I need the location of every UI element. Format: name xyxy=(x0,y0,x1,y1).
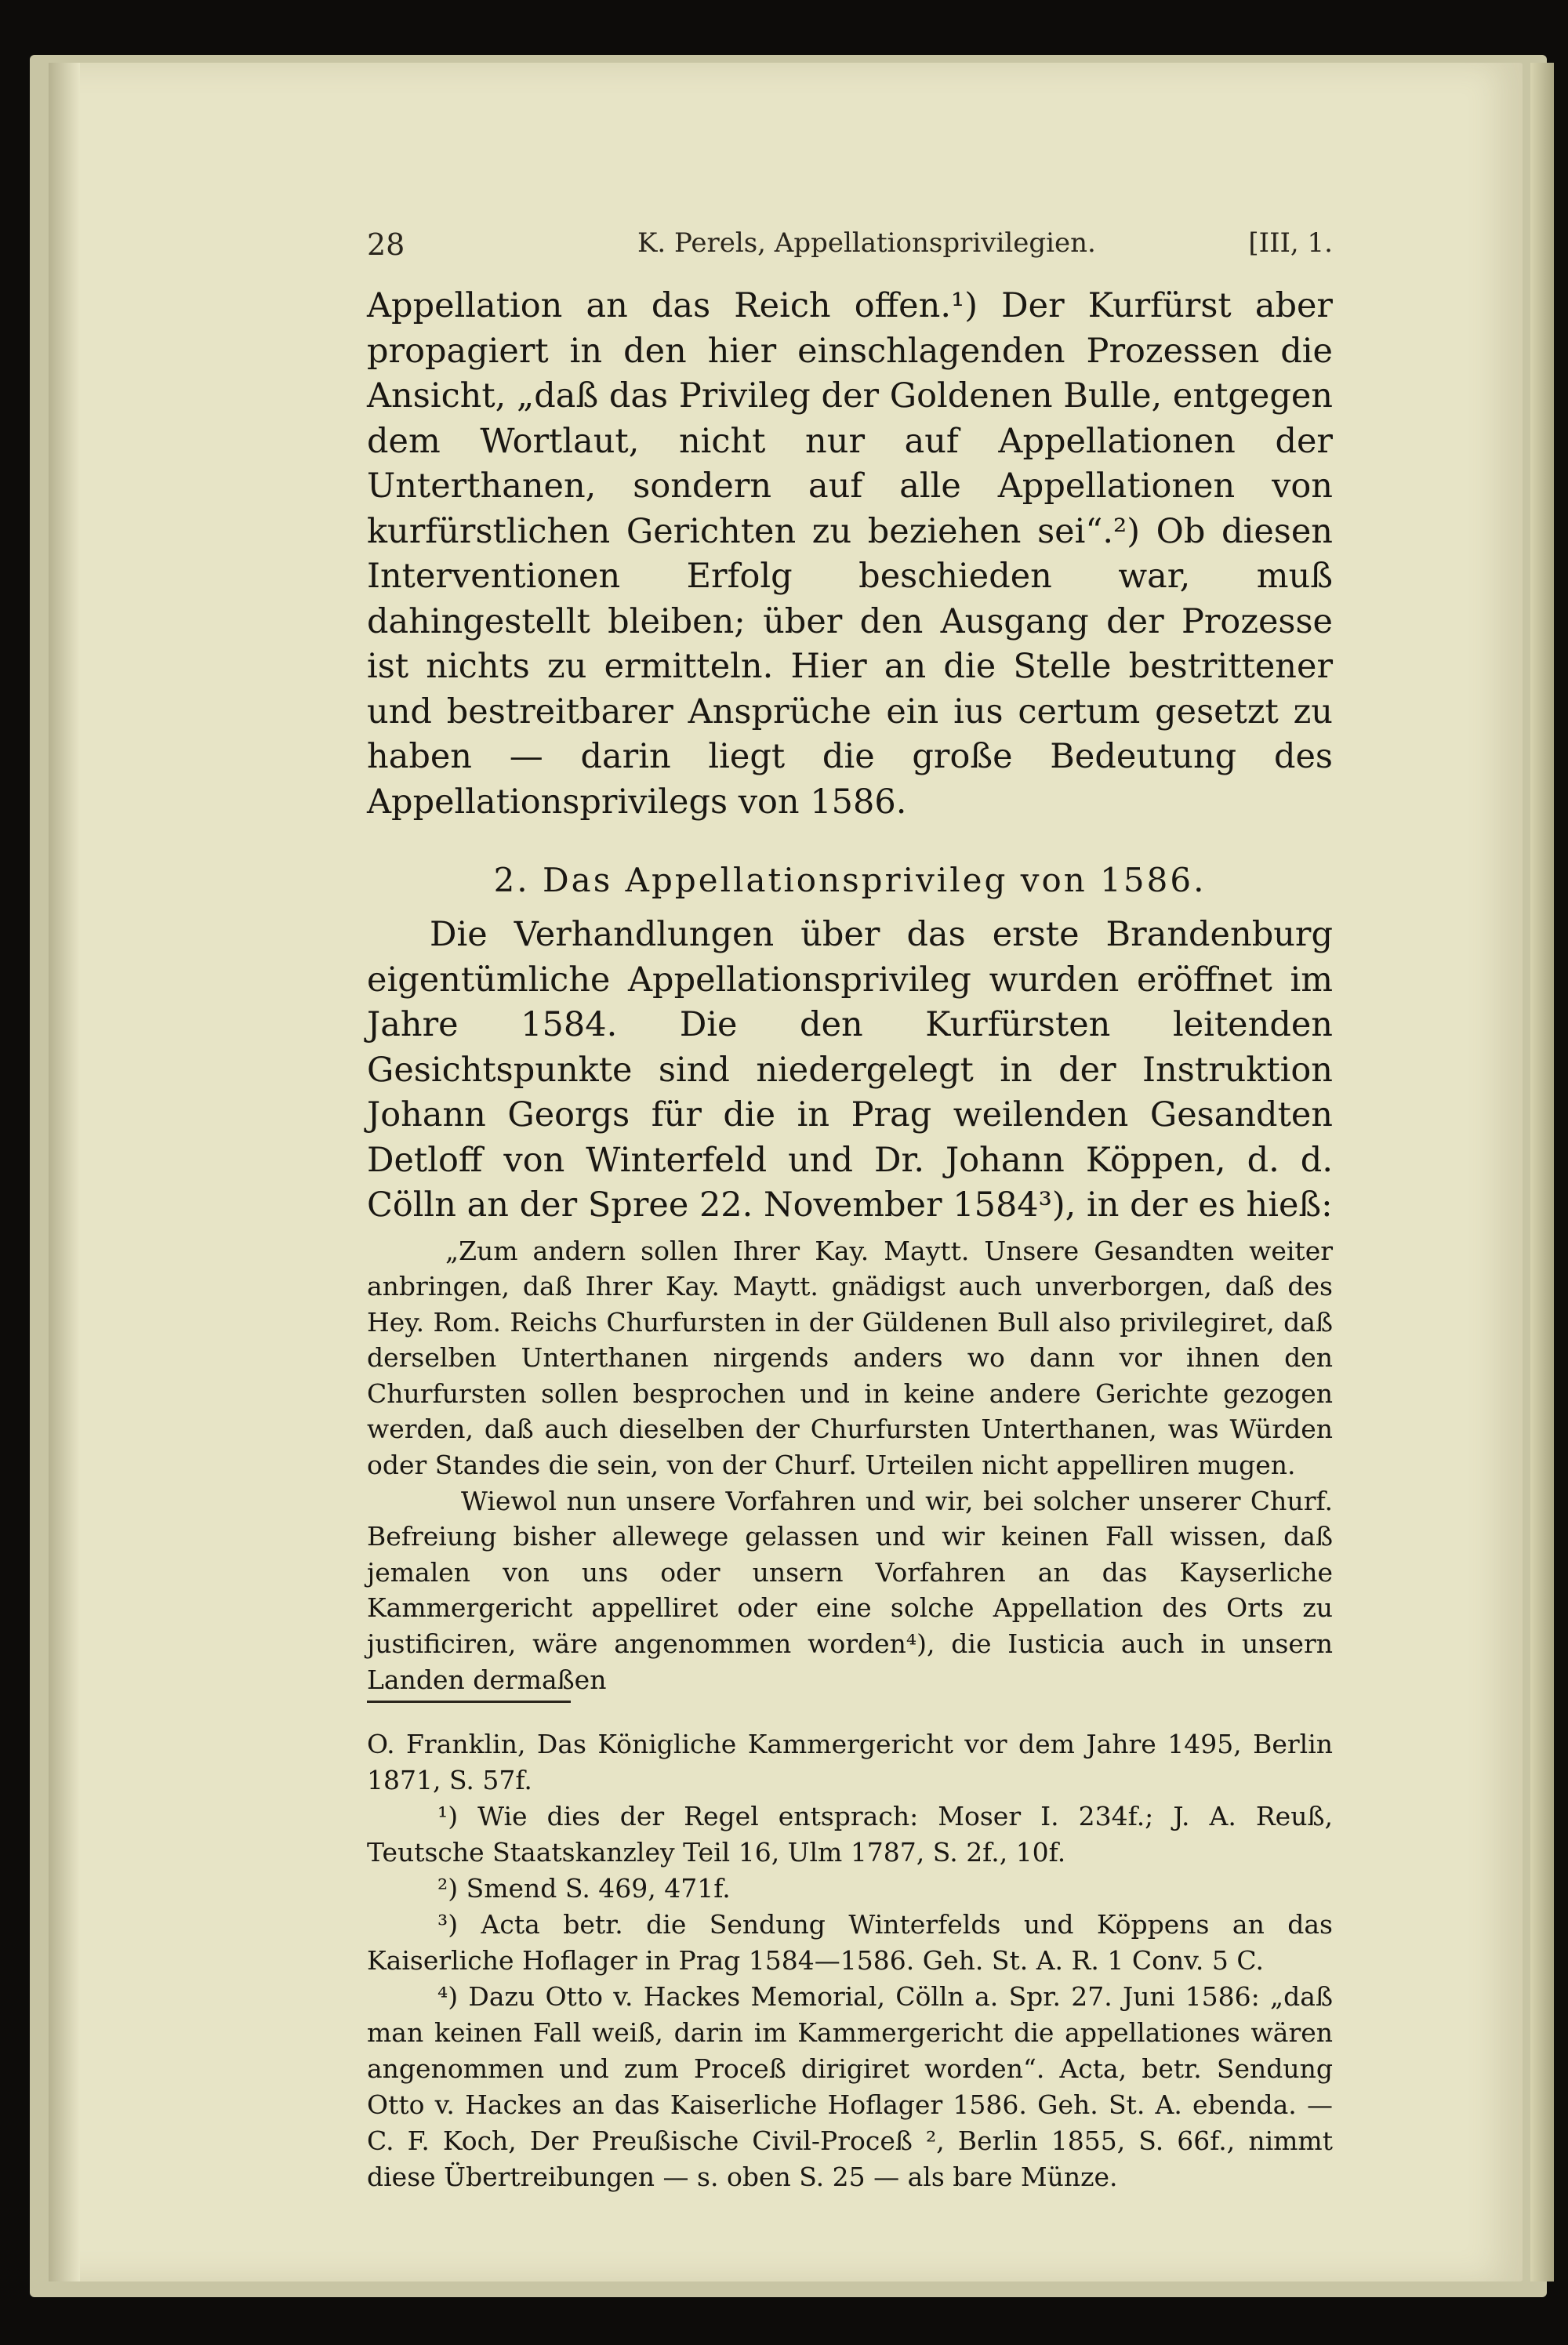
quotation-2: Wiewol nun unsere Vorfahren und wir, bei solcher unserer Churf. Befreiung bisher allewege gelassen und wir keinen Fall wissen, daß jemalen von uns oder unsern Vorfahren an das Kayserliche Kammergericht appelliret oder eine solche Appellation des Orts zu justificiren, wäre angenommen worden⁴), die Iusticia auch in unsern Landen dermaßen xyxy=(367,1485,1333,1695)
section-heading: 2. Das Appellationsprivileg von 1586. xyxy=(493,861,1207,899)
footnote-rule xyxy=(367,1701,571,1703)
page-content xyxy=(367,220,1333,2195)
footnote-continuation: O. Franklin, Das Königliche Kammergericht vor dem Jahre 1495, Berlin 1871, S. 57f. xyxy=(367,1729,1333,1796)
footnote-3: ³) Acta betr. die Sendung Winterfelds und Köppens an das Kaiserliche Hoflager in Prag 1584—1586. Geh. St. A. R. 1 Conv. 5 C. xyxy=(367,1909,1333,1977)
section-marker: [III, 1. xyxy=(1248,227,1333,259)
page-edge xyxy=(1530,63,1554,2281)
body-paragraph-2: Die Verhandlungen über das erste Brandenburg eigentümliche Appellationsprivileg wurden eröffnet im Jahre 1584. Die den Kurfürsten leitenden Gesichtspunkte sind niedergelegt in der Instruktion Johann Georgs für die in Prag weilenden Gesandten Detloff von Winterfeld und Dr. Johann Köppen, d. d. Cölln an der Spree 22. November 1584³), in der es hieß: xyxy=(367,915,1333,1225)
running-title: K. Perels, Appellationsprivilegien. xyxy=(637,227,1096,259)
running-header xyxy=(367,220,1333,274)
body-paragraph-1: Appellation an das Reich offen.¹) Der Kurfürst aber propagiert in den hier einschlagenden Prozessen die Ansicht, „daß das Privileg der Goldenen Bulle, entgegen dem Wortlaut, nicht nur auf Appellationen der Unterthanen, sondern auf alle Appellationen von kurfürstlichen Gerichten zu beziehen sei“.²) Ob diesen Interventionen Erfolg beschieden war, muß dahingestellt bleiben; über den Ausgang der Prozesse ist nichts zu ermitteln. Hier an die Stelle bestrittener und bestreitbarer Ansprüche ein ius certum gesetzt zu haben — darin liegt die große Bedeutung des Appellationsprivilegs von 1586. xyxy=(367,286,1333,822)
footnote-2: ²) Smend S. 469, 471f. xyxy=(437,1873,731,1904)
footnote-4: ⁴) Dazu Otto v. Hackes Memorial, Cölln a. Spr. 27. Juni 1586: „daß man keinen Fall weiß, darin im Kammergericht die appellationes wären angenommen und zum Proceß dirigiret worden“. Acta, betr. Sendung Otto v. Hackes an das Kaiserliche Hoflager 1586. Geh. St. A. ebenda. — C. F. Koch, Der Preußische Civil-Proceß ², Berlin 1855, S. 66f., nimmt diese Übertreibungen — s. oben S. 25 — als bare Münze. xyxy=(367,1981,1333,2193)
page-gutter xyxy=(49,63,80,2281)
quotation-1: „Zum andern sollen Ihrer Kay. Maytt. Unsere Gesandten weiter anbringen, daß Ihrer Kay. Maytt. gnädigst auch unverborgen, daß des Hey. Rom. Reichs Churfursten in der Güldenen Bull also privilegiret, daß derselben Unterthanen nirgends anders wo dann vor ihnen den Churfursten sollen besprochen und in keine andere Gerichte gezogen werden, daß auch dieselben der Churfursten Unterthanen, was Würden oder Standes die sein, von der Churf. Urteilen nicht appelliren mugen. xyxy=(367,1235,1333,1481)
footnote-1: ¹) Wie dies der Regel entsprach: Moser I. 234f.; J. A. Reuß, Teutsche Staatskanzley Teil 16, Ulm 1787, S. 2f., 10f. xyxy=(367,1801,1333,1868)
page-number: 28 xyxy=(367,227,405,262)
